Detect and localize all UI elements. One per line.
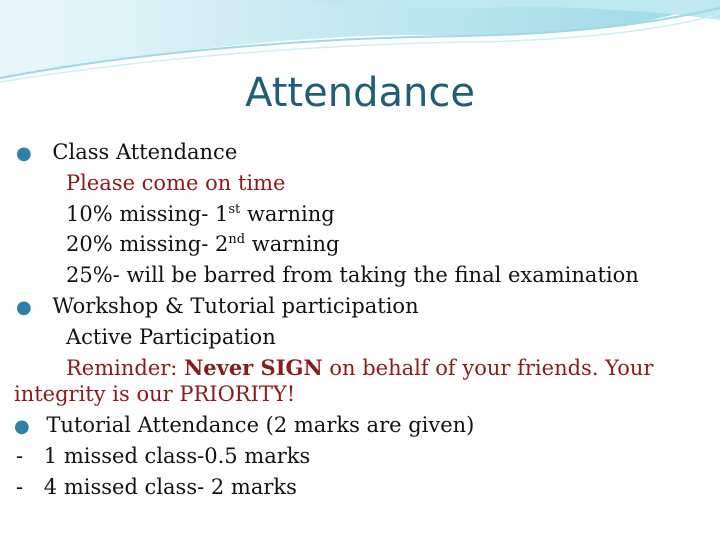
reminder-line-1 (66, 355, 653, 381)
missed-4-text: 4 missed class- 2 marks (43, 475, 297, 499)
missing-20-tail: warning (245, 232, 340, 256)
dash-marker: - (16, 444, 24, 468)
come-on-time-text: Please come on time (66, 171, 286, 195)
workshop-heading: Workshop & Tutorial participation (52, 294, 419, 318)
missing-20-sup: nd (228, 232, 246, 247)
reminder-rest: on behalf of your friends. Your (322, 356, 654, 380)
missed-4-line (16, 474, 297, 500)
missing-10-text (66, 201, 335, 227)
bullet-icon: ● (16, 297, 32, 318)
tutorial-heading: Tutorial Attendance (2 marks are given) (46, 413, 475, 437)
class-attendance-heading: Class Attendance (52, 140, 238, 164)
bullet-icon: ● (16, 143, 32, 164)
missing-20-text (66, 231, 339, 257)
missing-25-text: 25%- will be barred from taking the final examination (66, 263, 639, 287)
dash-marker: - (16, 475, 24, 499)
reminder-line-2: integrity is our PRIORITY! (14, 382, 296, 406)
missing-10-sup: st (228, 202, 241, 217)
missed-1-text: 1 missed class-0.5 marks (43, 444, 311, 468)
bullet-tutorial (14, 412, 474, 440)
reminder-prefix: Reminder: (66, 356, 185, 380)
bullet-class-attendance (16, 139, 237, 167)
slide-title: Attendance (245, 70, 475, 116)
missing-20-main: 20% missing- 2 (66, 232, 229, 256)
missing-10-main: 10% missing- 1 (66, 202, 229, 226)
bullet-icon: ● (14, 416, 30, 437)
active-participation-text: Active Participation (66, 325, 276, 349)
bullet-workshop (16, 293, 419, 321)
missed-1-line (16, 443, 310, 469)
missing-10-tail: warning (240, 202, 335, 226)
reminder-bold: Never SIGN (184, 355, 323, 380)
